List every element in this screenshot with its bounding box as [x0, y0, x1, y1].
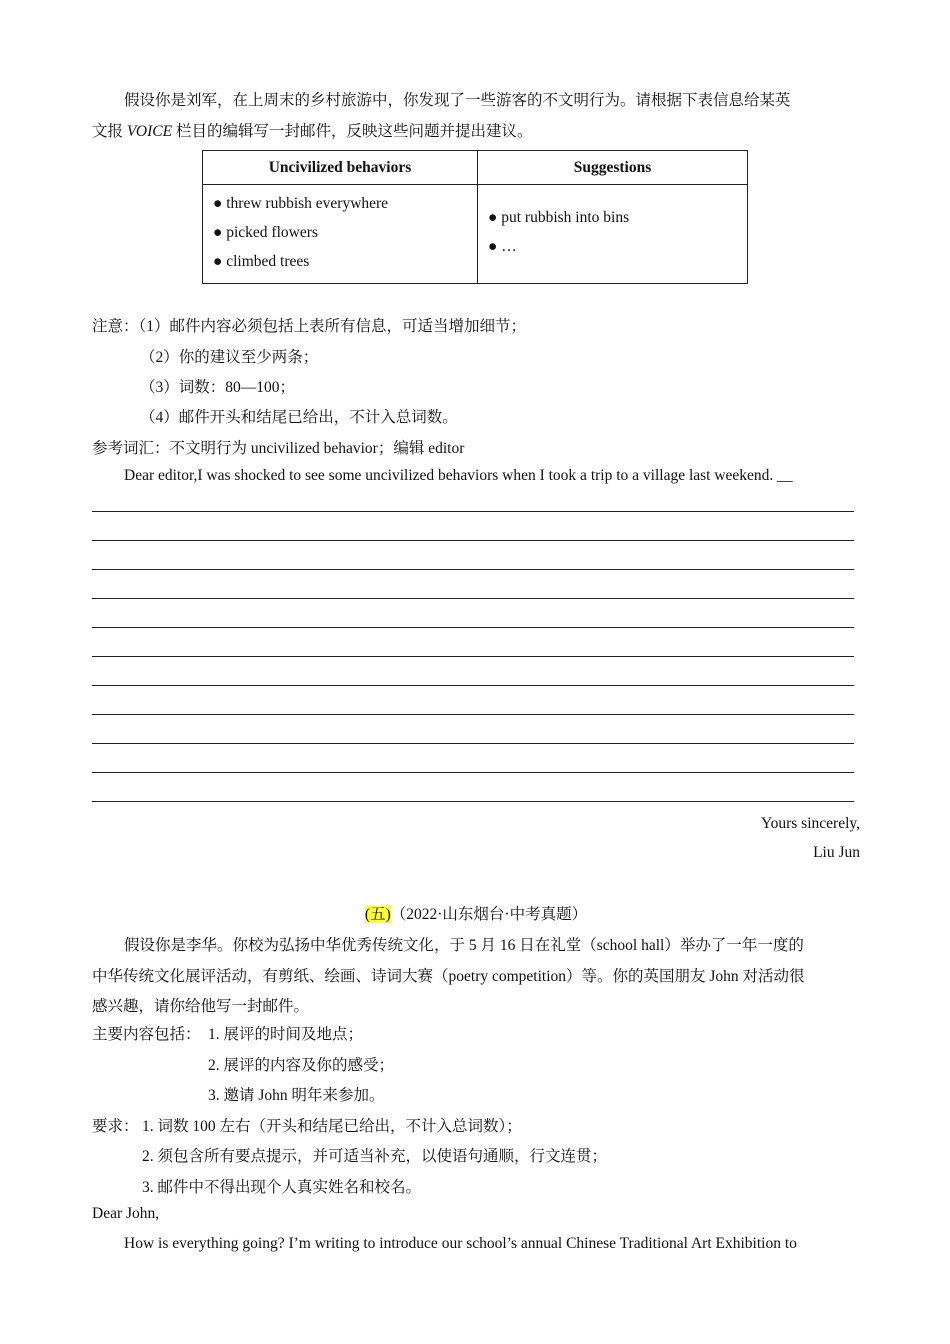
note-line: 注意：（1）邮件内容必须包括上表所有信息，可适当增加细节；	[92, 318, 527, 335]
writing-line[interactable]	[92, 627, 854, 628]
writing-line[interactable]	[92, 656, 854, 657]
writing-line[interactable]	[92, 714, 854, 715]
behavior-item: ● threw rubbish everywhere	[213, 195, 389, 212]
letter-signature: Liu Jun	[813, 844, 860, 861]
suggestion-item: ● …	[488, 238, 517, 255]
task5-opening: How is everything going? I’m writing to introduce our school’s annual Chinese Traditional Art Exhibition to	[124, 1235, 797, 1252]
writing-line[interactable]	[92, 598, 854, 599]
behavior-item: ● picked flowers	[213, 224, 318, 241]
writing-line[interactable]	[92, 569, 854, 570]
content-label: 主要内容包括：	[92, 1026, 201, 1043]
behaviors-table	[202, 150, 748, 284]
task5-intro-line: 感兴趣，请你给他写一封邮件。	[92, 998, 310, 1015]
writing-line[interactable]	[92, 685, 854, 686]
content-point: 3. 邀请 John 明年来参加。	[208, 1087, 385, 1104]
writing-line[interactable]	[92, 743, 854, 744]
task5-intro-line: 中华传统文化展评活动，有剪纸、绘画、诗词大赛（poetry competition）等。你的英国朋友 John 对活动很	[92, 968, 805, 985]
writing-line[interactable]	[92, 540, 854, 541]
behavior-item: ● climbed trees	[213, 253, 310, 270]
writing-line[interactable]	[92, 511, 854, 512]
vocab-line: 参考词汇：不文明行为 uncivilized behavior；编辑 editor	[92, 440, 465, 457]
task5-greeting: Dear John,	[92, 1205, 160, 1222]
task5-heading	[92, 902, 860, 924]
requirement-item: 1. 词数 100 左右（开头和结尾已给出，不计入总词数）；	[142, 1118, 522, 1135]
note-line: （2）你的建议至少两条；	[140, 349, 319, 366]
behaviors-header: Uncivilized behaviors	[203, 151, 478, 185]
requirements-label: 要求：	[92, 1118, 139, 1135]
task4-intro-line2: 文报 VOICE 栏目的编辑写一封邮件，反映这些问题并提出建议。	[92, 123, 533, 140]
behaviors-cell	[203, 185, 478, 284]
suggestion-item: ● put rubbish into bins	[488, 209, 630, 226]
requirement-item: 2. 须包含所有要点提示，并可适当补充，以使语句通顺，行文连贯；	[142, 1148, 608, 1165]
suggestions-cell	[478, 185, 748, 284]
requirement-item: 3. 邮件中不得出现个人真实姓名和校名。	[142, 1179, 422, 1196]
letter-opening: Dear editor,I was shocked to see some uncivilized behaviors when I took a trip to a village last weekend. __	[124, 467, 793, 484]
note-line: （4）邮件开头和结尾已给出，不计入总词数。	[140, 409, 458, 426]
writing-line[interactable]	[92, 772, 854, 773]
writing-line[interactable]	[92, 801, 854, 802]
task5-source: （2022·山东烟台·中考真题）	[390, 906, 588, 923]
note-line: （3）词数：80—100；	[140, 379, 296, 396]
task4-intro-line1: 假设你是刘军，在上周末的乡村旅游中，你发现了一些游客的不文明行为。请根据下表信息给某英	[124, 92, 791, 109]
content-point: 1. 展评的时间及地点；	[208, 1026, 364, 1043]
suggestions-header: Suggestions	[478, 151, 748, 185]
voice-column-name: VOICE	[126, 123, 173, 140]
task5-label: (五)	[364, 906, 391, 923]
task5-intro-line: 假设你是李华。你校为弘扬中华优秀传统文化，于 5 月 16 日在礼堂（school hall）举办了一年一度的	[124, 937, 804, 954]
content-point: 2. 展评的内容及你的感受；	[208, 1057, 395, 1074]
letter-closing: Yours sincerely,	[760, 815, 860, 832]
